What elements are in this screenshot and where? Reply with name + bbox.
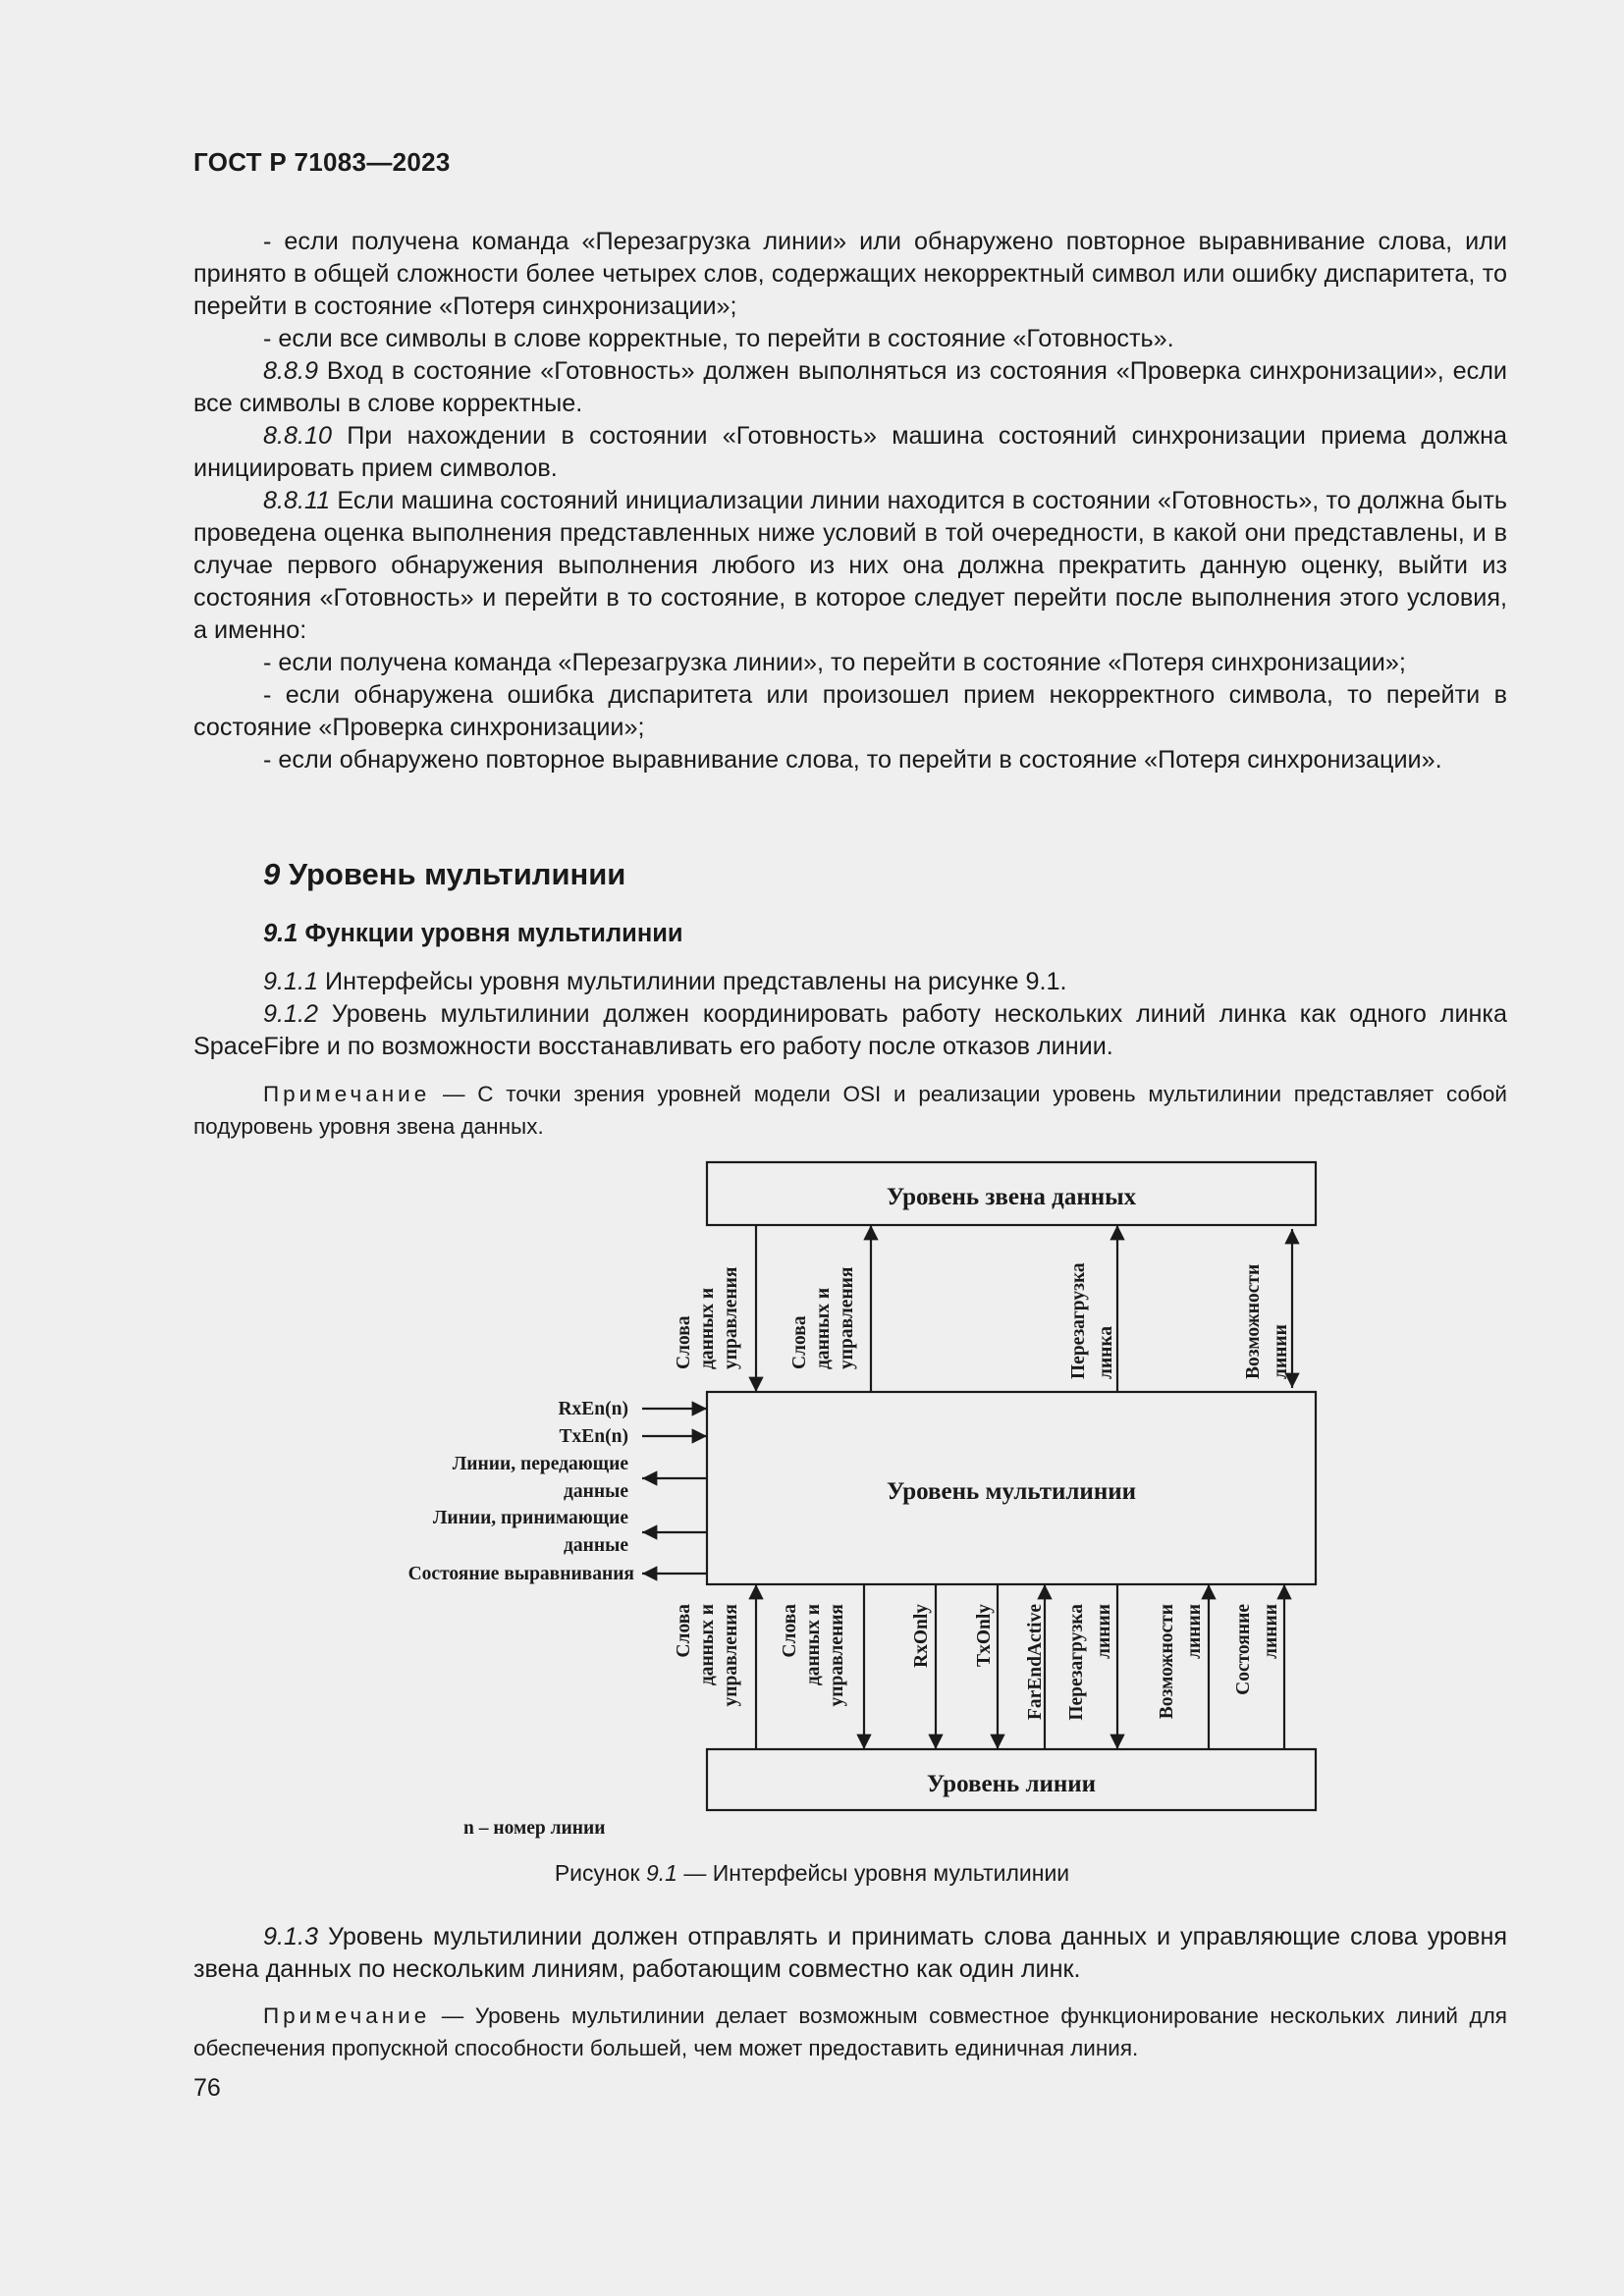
- paragraph: 9.1.3 Уровень мультилинии должен отправлять и принимать слова данных и управляющие слова уровня звена данных по нескольким линиям, работающим совместно как один линк.: [193, 1923, 1507, 1983]
- paragraph: - если обнаружено повторное выравнивание слова, то перейти в состояние «Потеря синхронизации».: [263, 746, 1442, 774]
- left-label-rx-lanes-2: данные: [564, 1535, 628, 1556]
- multilane-layer-label: Уровень мультилинии: [886, 1478, 1137, 1505]
- paragraph: - если получена команда «Перезагрузка линии», то перейти в состояние «Потеря синхронизации»;: [263, 649, 1406, 676]
- bottom-label-lane-reset: Перезагрузка линии: [1066, 1604, 1114, 1721]
- bottom-label-1: Слова данных и управления: [674, 1604, 741, 1707]
- note-1: Примечание — С точки зрения уровней модели OSI и реализации уровень мультилинии представляет собой подуровень уровня звена данных.: [193, 1082, 1507, 1139]
- document-header: ГОСТ Р 71083—2023: [193, 147, 451, 177]
- lane-layer-label: Уровень линии: [926, 1771, 1097, 1797]
- subsection-heading: 9.1 Функции уровня мультилинии: [263, 920, 683, 947]
- paragraph: 9.1.2 Уровень мультилинии должен координировать работу нескольких линий линка как одного линка SpaceFibre и по возможности восстанавливать его работу после отказов линии.: [193, 1000, 1507, 1060]
- paragraph: - если все символы в слове корректные, то перейти в состояние «Готовность».: [263, 325, 1174, 352]
- page-number: 76: [193, 2074, 221, 2102]
- left-label-txen: TxEn(n): [559, 1426, 628, 1447]
- left-label-tx-lanes-2: данные: [564, 1481, 628, 1502]
- paragraph: - если получена команда «Перезагрузка линии» или обнаружено повторное выравнивание слова, или принято в общей сложности более четырех слов, содержащих некорректный символ или ошибку диспаритета, то перейти в состояние «Потеря синхронизации»;: [193, 228, 1507, 320]
- data-link-layer-label: Уровень звена данных: [886, 1184, 1137, 1210]
- bottom-label-lane-state: Состояние линии: [1233, 1604, 1281, 1695]
- bottom-label-txonly: TxOnly: [974, 1604, 995, 1667]
- left-label-tx-lanes-1: Линии, передающие: [452, 1454, 628, 1474]
- top-label-2: Слова данных и управления: [789, 1266, 857, 1369]
- top-label-3: Перезагрузка линка: [1068, 1262, 1116, 1379]
- left-label-rx-lanes-1: Линии, принимающие: [432, 1508, 628, 1528]
- top-label-1: Слова данных и управления: [674, 1266, 741, 1369]
- paragraph: 8.8.11 Если машина состояний инициализации линии находится в состоянии «Готовность», то должна быть проведена оценка выполнения представленных ниже условий в той очередности, в какой они представлены, и в случае первого обнаружения выполнения любого из них она должна прекратить данную оценку, выйти из состояния «Готовность» и перейти в то состояние, в которое следует перейти после выполнения этого условия, а именно:: [193, 487, 1507, 644]
- note-2: Примечание — Уровень мультилинии делает возможным совместное функционирование нескольких линий для обеспечения пропускной способности большей, чем может предоставить единичная линия.: [193, 2003, 1507, 2060]
- bottom-label-2: Слова данных и управления: [780, 1604, 847, 1707]
- paragraph: 9.1.1 Интерфейсы уровня мультилинии представлены на рисунке 9.1.: [263, 968, 1067, 995]
- bottom-label-rxonly: RxOnly: [911, 1604, 932, 1669]
- figure-legend: n – номер линии: [463, 1818, 606, 1839]
- top-label-4: Возможности линии: [1243, 1263, 1291, 1379]
- bottom-label-lane-capabilities: Возможности линии: [1157, 1604, 1205, 1720]
- paragraph: - если обнаружена ошибка диспаритета или произошел прием некорректного символа, то перейти в состояние «Проверка синхронизации»;: [193, 681, 1507, 741]
- bottom-label-farendactive: FarEndActive: [1025, 1604, 1046, 1721]
- section-heading: 9 Уровень мультилинии: [263, 857, 626, 891]
- paragraph: 8.8.10 При нахождении в состоянии «Готовность» машина состояний синхронизации приема должна инициировать прием символов.: [193, 422, 1507, 482]
- text-block-3: [193, 1921, 1507, 1986]
- paragraph: 8.8.9 Вход в состояние «Готовность» должен выполняться из состояния «Проверка синхронизации», если все символы в слове корректные.: [193, 357, 1507, 417]
- figure-caption: Рисунок 9.1 — Интерфейсы уровня мультилинии: [554, 1860, 1070, 1886]
- left-label-alignment: Состояние выравнивания: [407, 1564, 634, 1584]
- left-label-rxen: RxEn(n): [558, 1399, 628, 1419]
